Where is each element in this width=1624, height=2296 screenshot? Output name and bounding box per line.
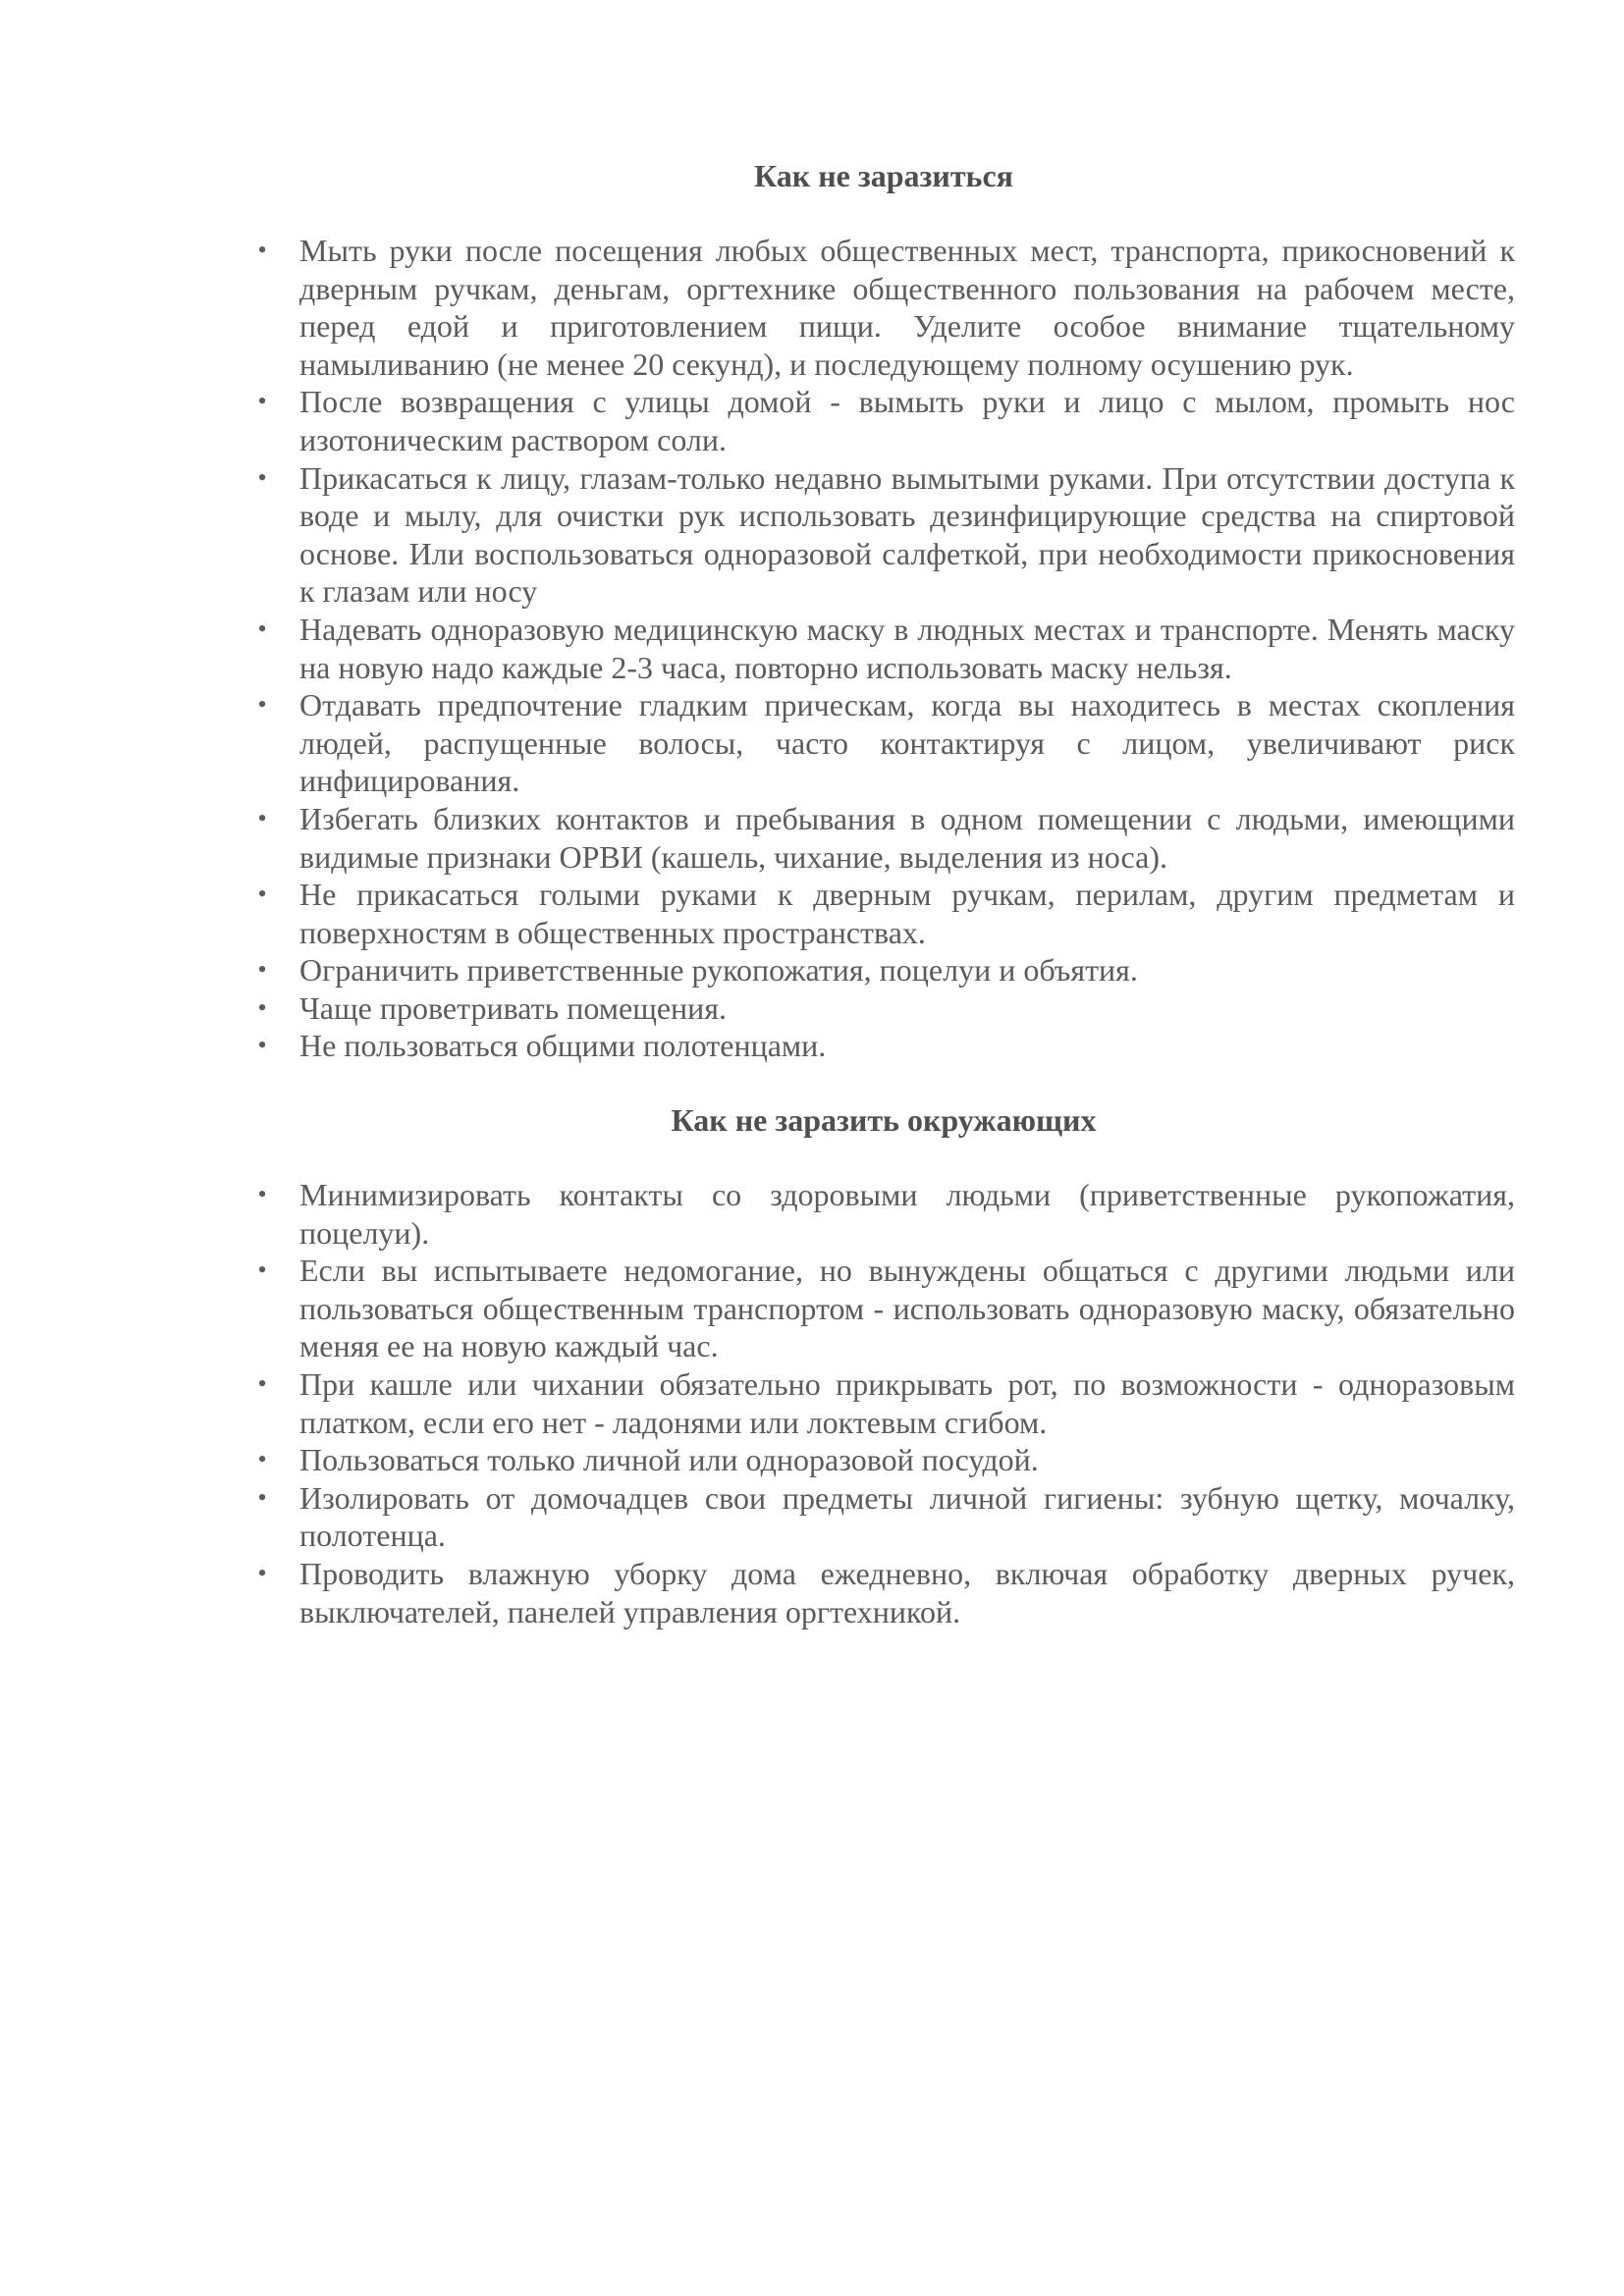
list-item-text: Чаще проветривать помещения. xyxy=(299,989,728,1026)
section-title-how-not-to-get-infected: Как не заразиться xyxy=(754,158,1013,193)
list-item xyxy=(252,383,1515,458)
list-item-text: Не пользоваться общими полотенцами. xyxy=(299,1028,827,1064)
list-item-text: Ограничить приветственные рукопожатия, поцелуи и объятия. xyxy=(299,952,1138,988)
list-item-text: Проводить влажную уборку дома ежедневно, включая обработку дверных ручек, выключателей, панелей управления оргтехникой. xyxy=(299,1555,1515,1629)
list-item-text: Прикасаться к лицу, глазам-только недавно вымытыми руками. При отсутствии доступа к воде и мылу, для очистки рук использовать дезинфицирующие средства на спиртовой основе. Или воспользоваться одноразовой салфеткой, при необходимости прикосновения к глазам или носу xyxy=(299,459,1515,610)
bullet-icon: • xyxy=(257,955,267,985)
bullet-icon: • xyxy=(257,1558,267,1587)
bullet-icon: • xyxy=(257,462,267,492)
list-item-text: Изолировать от домочадцев свои предметы личной гигиены: зубную щетку, мочалку, полотенца. xyxy=(299,1479,1515,1554)
protect-others-list xyxy=(252,1176,1515,1630)
bullet-icon: • xyxy=(257,1445,267,1474)
list-item xyxy=(252,1027,1515,1065)
bullet-icon: • xyxy=(257,880,267,909)
list-item-text: Мыть руки после посещения любых общественных мест, транспорта, прикосновений к дверным ручкам, деньгам, оргтехнике общественного пользования на рабочем месте, перед едой и приготовлением пищи. Уделите особое внимание тщательному намыливанию (не менее 20 секунд), и последующему полному осушению рук. xyxy=(299,233,1515,382)
list-item xyxy=(252,1252,1515,1365)
list-item xyxy=(252,611,1515,686)
list-item-text: При кашле или чихании обязательно прикрывать рот, по возможности - одноразовым платком, если его нет - ладонями или локтевым сгибом. xyxy=(299,1365,1515,1440)
bullet-icon: • xyxy=(257,690,267,720)
list-item xyxy=(252,800,1515,876)
list-item xyxy=(252,1479,1515,1555)
list-item-text: Избегать близких контактов и пребывания в одном помещении с людьми, имеющими видимые признаки ОРВИ (кашель, чихание, выделения из носа). xyxy=(299,800,1515,875)
bullet-icon: • xyxy=(257,803,267,832)
prevention-list xyxy=(252,232,1515,1065)
list-item-text: Пользоваться только личной или одноразовой посудой. xyxy=(299,1442,1039,1478)
list-item xyxy=(252,1555,1515,1630)
list-item-text: Минимизировать контакты со здоровыми людьми (приветственные рукопожатия, поцелуи). xyxy=(299,1177,1515,1251)
list-item xyxy=(252,1176,1515,1252)
bullet-icon: • xyxy=(257,387,267,416)
list-item xyxy=(252,459,1515,611)
bullet-icon: • xyxy=(257,1368,267,1398)
list-item xyxy=(252,232,1515,383)
bullet-icon: • xyxy=(257,1482,267,1512)
list-item xyxy=(252,989,1515,1028)
section-title-how-not-to-infect-others: Как не заразить окружающих xyxy=(671,1102,1097,1138)
list-item xyxy=(252,1365,1515,1441)
list-item-text: После возвращения с улицы домой - вымыть руки и лицо с мылом, промыть нос изотоническим раствором соли. xyxy=(299,384,1515,457)
list-item-text: Надевать одноразовую медицинскую маску в людных местах и транспорте. Менять маску на новую надо каждые 2-3 часа, повторно использовать маску нельзя. xyxy=(299,611,1515,685)
list-item xyxy=(252,686,1515,800)
bullet-icon: • xyxy=(257,614,267,643)
list-item-text: Отдавать предпочтение гладким прическам, когда вы находитесь в местах скопления людей, распущенные волосы, часто контактируя с лицом, увеличивают риск инфицирования. xyxy=(299,687,1515,799)
bullet-icon: • xyxy=(257,1255,267,1285)
list-item xyxy=(252,1441,1515,1479)
list-item-text: Не прикасаться голыми руками к дверным ручкам, перилам, другим предметам и поверхностям в общественных пространствах. xyxy=(299,877,1515,950)
list-item xyxy=(252,876,1515,951)
list-item-text: Если вы испытываете недомогание, но вынуждены общаться с другими людьми или пользоваться общественным транспортом - использовать одноразовую маску, обязательно меняя ее на новую каждый час. xyxy=(299,1253,1515,1364)
bullet-icon: • xyxy=(257,236,267,264)
bullet-icon: • xyxy=(257,1031,267,1060)
list-item xyxy=(252,951,1515,989)
bullet-icon: • xyxy=(257,992,267,1022)
bullet-icon: • xyxy=(257,1180,267,1208)
